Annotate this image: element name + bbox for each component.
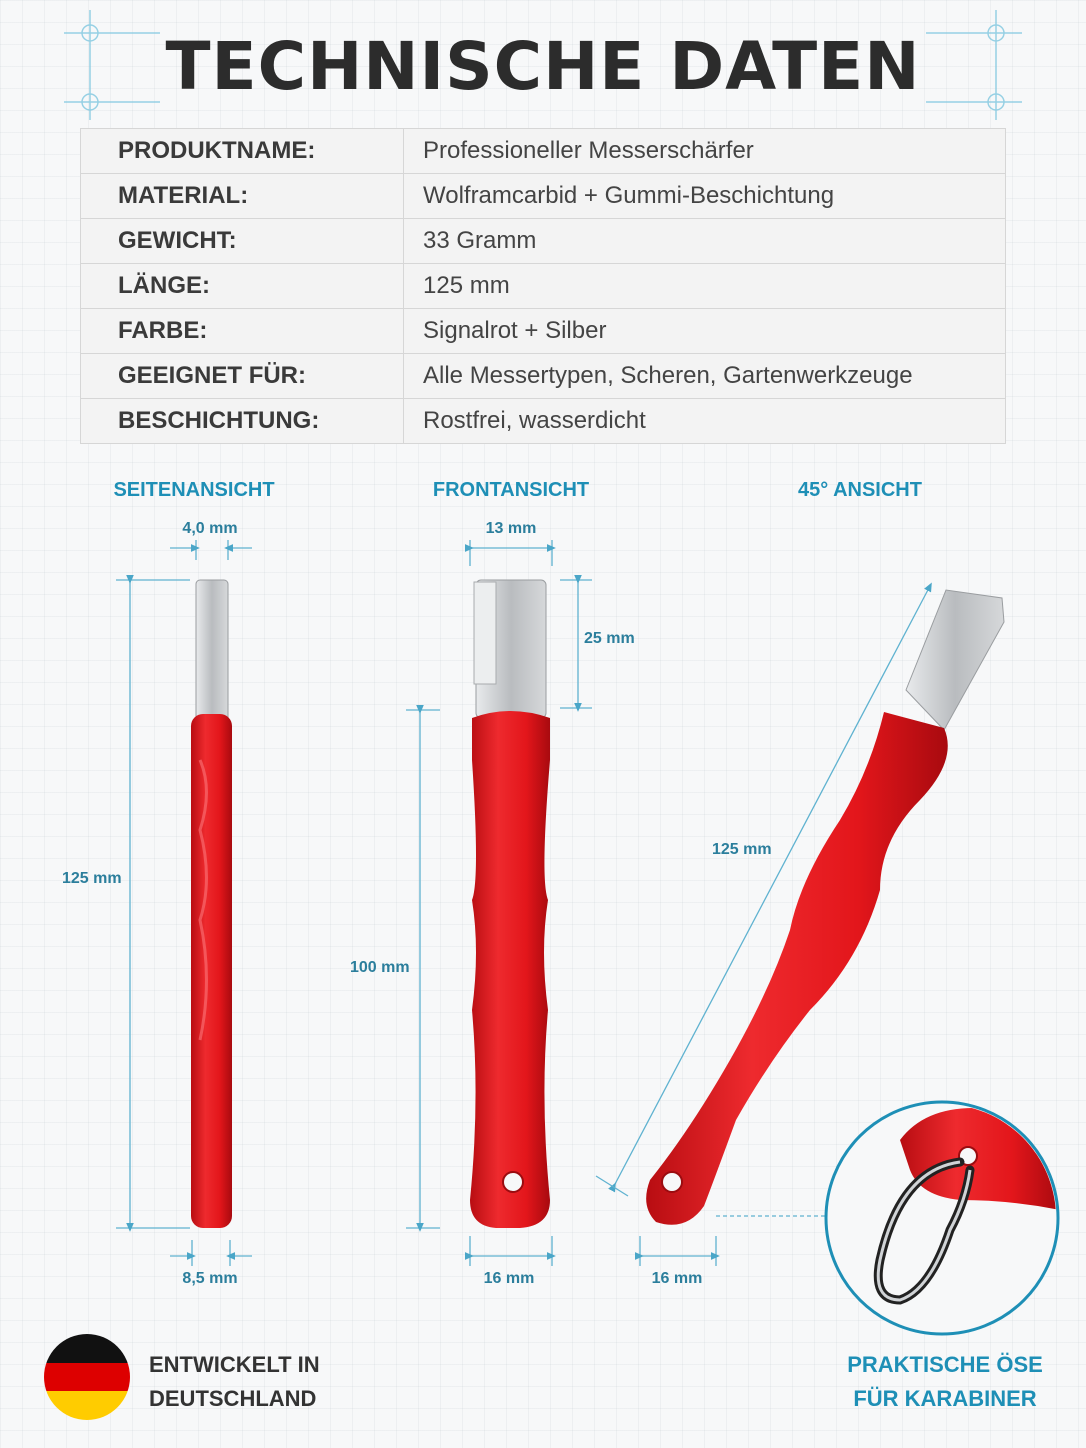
spec-value: Signalrot + Silber (404, 309, 1006, 354)
side-length-label: 125 mm (62, 870, 122, 887)
spec-key: PRODUKTNAME: (81, 129, 404, 174)
made-in-germany-text (149, 1348, 320, 1416)
side-bottom-width-label: 8,5 mm (182, 1270, 238, 1287)
side-view-title: SEITENANSICHT (113, 479, 275, 501)
spec-value: Wolframcarbid + Gummi-Beschichtung (404, 174, 1006, 219)
spec-value: 125 mm (404, 264, 1006, 309)
spec-value: 33 Gramm (404, 219, 1006, 264)
front-handle-length-label: 100 mm (350, 959, 410, 976)
carabiner-detail (826, 1102, 1060, 1334)
spec-value: Alle Messertypen, Scheren, Gartenwerkzeuge (404, 354, 1006, 399)
spec-value: Professioneller Messerschärfer (404, 129, 1006, 174)
front-blade-length-label: 25 mm (584, 630, 635, 647)
angle-length-label: 125 mm (712, 841, 772, 858)
hook-line-2: FÜR KARABINER (853, 1386, 1037, 1411)
german-flag-icon (44, 1334, 130, 1420)
side-top-width-label: 4,0 mm (182, 520, 238, 537)
side-view-tool (191, 580, 232, 1228)
hook-line-1: PRAKTISCHE ÖSE (847, 1352, 1043, 1377)
made-line-2: DEUTSCHLAND (149, 1386, 317, 1411)
spec-key: LÄNGE: (81, 264, 404, 309)
made-line-1: ENTWICKELT IN (149, 1352, 320, 1377)
spec-value: Rostfrei, wasserdicht (404, 399, 1006, 444)
front-view-title: FRONTANSICHT (432, 479, 590, 501)
front-bottom-width-label: 16 mm (483, 1270, 535, 1287)
spec-key: FARBE: (81, 309, 404, 354)
spec-key: BESCHICHTUNG: (81, 399, 404, 444)
spec-key: MATERIAL: (81, 174, 404, 219)
front-view-tool (470, 580, 550, 1228)
angle-bottom-width-label: 16 mm (651, 1270, 703, 1287)
front-top-width-label: 13 mm (485, 520, 537, 537)
page-title: TECHNISCHE DATEN (165, 28, 921, 105)
spec-key: GEWICHT: (81, 219, 404, 264)
carabiner-caption (820, 1348, 1070, 1416)
spec-key: GEEIGNET FÜR: (81, 354, 404, 399)
angle-view-title: 45° ANSICHT (798, 479, 922, 501)
